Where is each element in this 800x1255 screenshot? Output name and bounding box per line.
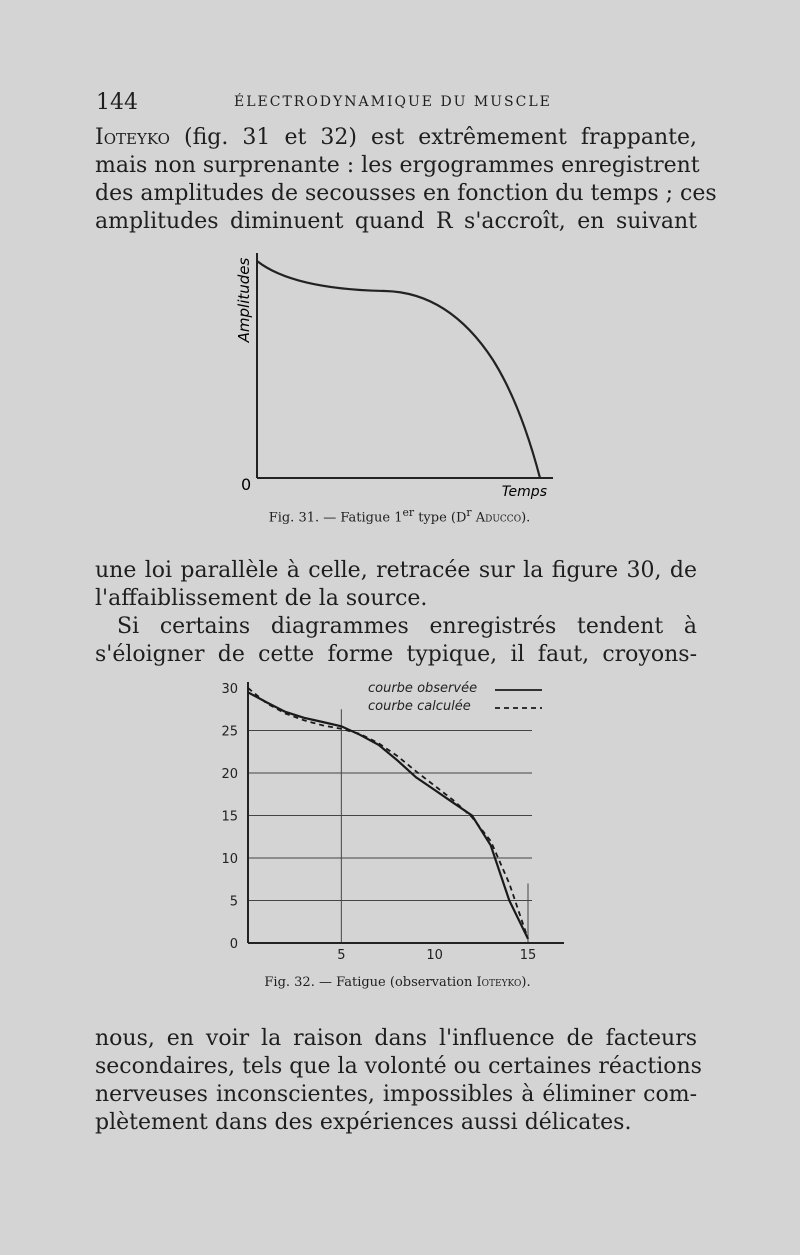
text-line: mais non surprenante : les ergogrammes enregistrent: [95, 153, 700, 178]
text-line: nerveuses inconscientes, impossibles à éliminer com-: [95, 1082, 697, 1107]
legend-label: courbe observée: [368, 681, 478, 696]
fig31-y-label: Amplitudes: [235, 257, 253, 343]
fig31-x-label: Temps: [501, 484, 547, 500]
fig31-caption: Fig. 31. — Fatigue 1er type ($D^r$ Aducco).: [268, 506, 531, 526]
text-line: l'affaiblissement de la source.: [95, 586, 428, 611]
author-name: Ioteyko: [95, 125, 170, 150]
fig31-fatigue-curve: [257, 261, 540, 478]
paragraph-2: [95, 557, 697, 669]
chart-grid: [248, 709, 532, 943]
calculated-curve: [248, 688, 528, 939]
text-line: une loi parallèle à celle, retracée sur la figure 30, de: [95, 558, 697, 583]
fig32-caption: Fig. 32. — Fatigue (observation Ioteyko).: [264, 975, 531, 990]
x-tick-label: 5: [337, 948, 346, 963]
text-line: nous, en voir la raison dans l'influence de facteurs: [95, 1026, 697, 1051]
page-number: 144: [96, 90, 138, 115]
text-line: Si certains diagrammes enregistrés tendent à: [117, 614, 697, 639]
x-tick-label: 10: [426, 948, 443, 963]
y-tick-label: 0: [229, 937, 238, 952]
fig31-origin-label: 0: [241, 475, 252, 494]
y-tick-label: 30: [221, 682, 238, 697]
chart-legend: [368, 681, 542, 714]
y-tick-label: 10: [221, 852, 238, 867]
chart-x-ticks: [337, 948, 536, 963]
y-tick-label: 20: [221, 767, 238, 782]
chart-series: [248, 688, 528, 939]
y-tick-label: 25: [221, 724, 238, 740]
chart-y-ticks: [221, 682, 238, 952]
y-tick-label: 5: [229, 894, 238, 910]
figure-31: [225, 245, 570, 510]
legend-label: courbe calculée: [368, 699, 471, 714]
running-header: [96, 88, 696, 118]
text-line: des amplitudes de secousses en fonction du temps ; ces: [95, 181, 717, 206]
paragraph-1: [95, 124, 717, 236]
text-line: amplitudes diminuent quand R s'accroît, en suivant: [95, 209, 697, 234]
running-title: ÉLECTRODYNAMIQUE DU MUSCLE: [234, 94, 552, 110]
text-line: s'éloigner de cette forme typique, il faut, croyons-: [95, 642, 697, 667]
text-line: secondaires, tels que la volonté ou certaines réactions: [95, 1054, 702, 1079]
paragraph-3: [95, 1025, 702, 1137]
x-tick-label: 15: [519, 948, 537, 963]
y-tick-label: 15: [221, 809, 238, 825]
figure-32-chart: [205, 672, 590, 972]
text-line: plètement dans des expériences aussi délicates.: [95, 1110, 632, 1135]
text-line: Ioteyko (fig. 31 et 32) est extrêmement frappante,: [95, 125, 697, 150]
